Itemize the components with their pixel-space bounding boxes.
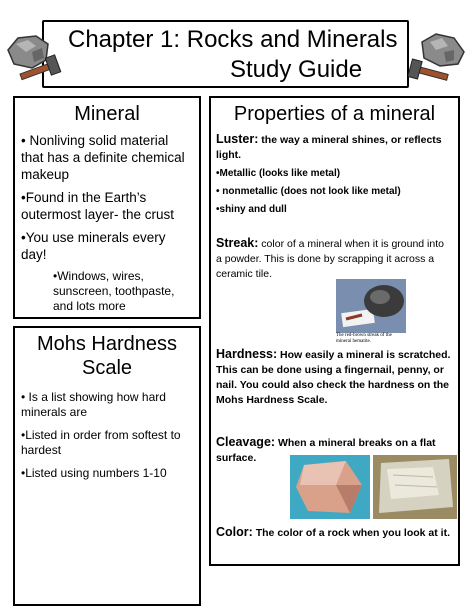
luster-section — [216, 132, 452, 162]
cleavage-term: Cleavage: — [216, 435, 276, 449]
properties-heading: Properties of a mineral — [233, 103, 436, 125]
streak-photo — [336, 279, 406, 333]
luster-term: Luster: — [216, 132, 259, 146]
rock-hammer-icon — [408, 30, 470, 84]
mohs-bullet: • Is a list showing how hard minerals are — [21, 390, 166, 419]
mohs-heading: Mohs Hardness Scale — [36, 333, 178, 379]
hardness-definition: How easily a mineral is scratched. This can be done using a fingernail, penny, or nail. You could also check the hardness on the Mohs Hardness Scale. — [216, 349, 451, 406]
mineral-bullet: • Nonliving solid material that has a definite chemical makeup — [21, 133, 185, 182]
streak-caption: The red-brown streak of the mineral hematite. — [336, 333, 392, 344]
page-title: Chapter 1: Rocks and Minerals — [68, 26, 398, 53]
mohs-bullet: •Listed using numbers 1-10 — [21, 466, 167, 480]
mohs-box — [13, 326, 201, 606]
luster-item: •shiny and dull — [216, 204, 287, 215]
streak-term: Streak: — [216, 236, 259, 250]
color-definition: The color of a rock when you look at it. — [252, 527, 451, 539]
cleavage-photo-calcite — [290, 455, 370, 519]
streak-section — [216, 236, 452, 281]
mineral-heading: Mineral — [74, 103, 140, 125]
mineral-sub-bullet: •Windows, wires, sunscreen, toothpaste, and lots more — [53, 269, 175, 313]
rock-hammer-icon — [2, 30, 64, 84]
color-term: Color: — [216, 525, 253, 539]
cleavage-definition: When a mineral breaks on a flat surface. — [216, 437, 436, 464]
hardness-section — [216, 347, 452, 407]
color-section — [216, 525, 452, 540]
mohs-bullet: •Listed in order from softest to hardest — [21, 428, 181, 457]
luster-item: •Metallic (looks like metal) — [216, 168, 341, 179]
cleavage-photo-mica — [373, 455, 457, 519]
hardness-term: Hardness: — [216, 347, 278, 361]
mineral-box — [13, 96, 201, 319]
page-subtitle: Study Guide — [230, 56, 363, 83]
title-box — [42, 20, 409, 88]
luster-item: • nonmetallic (does not look like metal) — [216, 186, 401, 197]
luster-definition: the way a mineral shines, or reflects light. — [216, 134, 442, 161]
streak-definition: color of a mineral when it is ground into a powder. This is done by scrapping it across a ceramic tile. — [216, 238, 444, 280]
mineral-bullet: •You use minerals every day! — [21, 230, 166, 262]
mineral-bullet: •Found in the Earth’s outermost layer- the crust — [21, 190, 175, 222]
